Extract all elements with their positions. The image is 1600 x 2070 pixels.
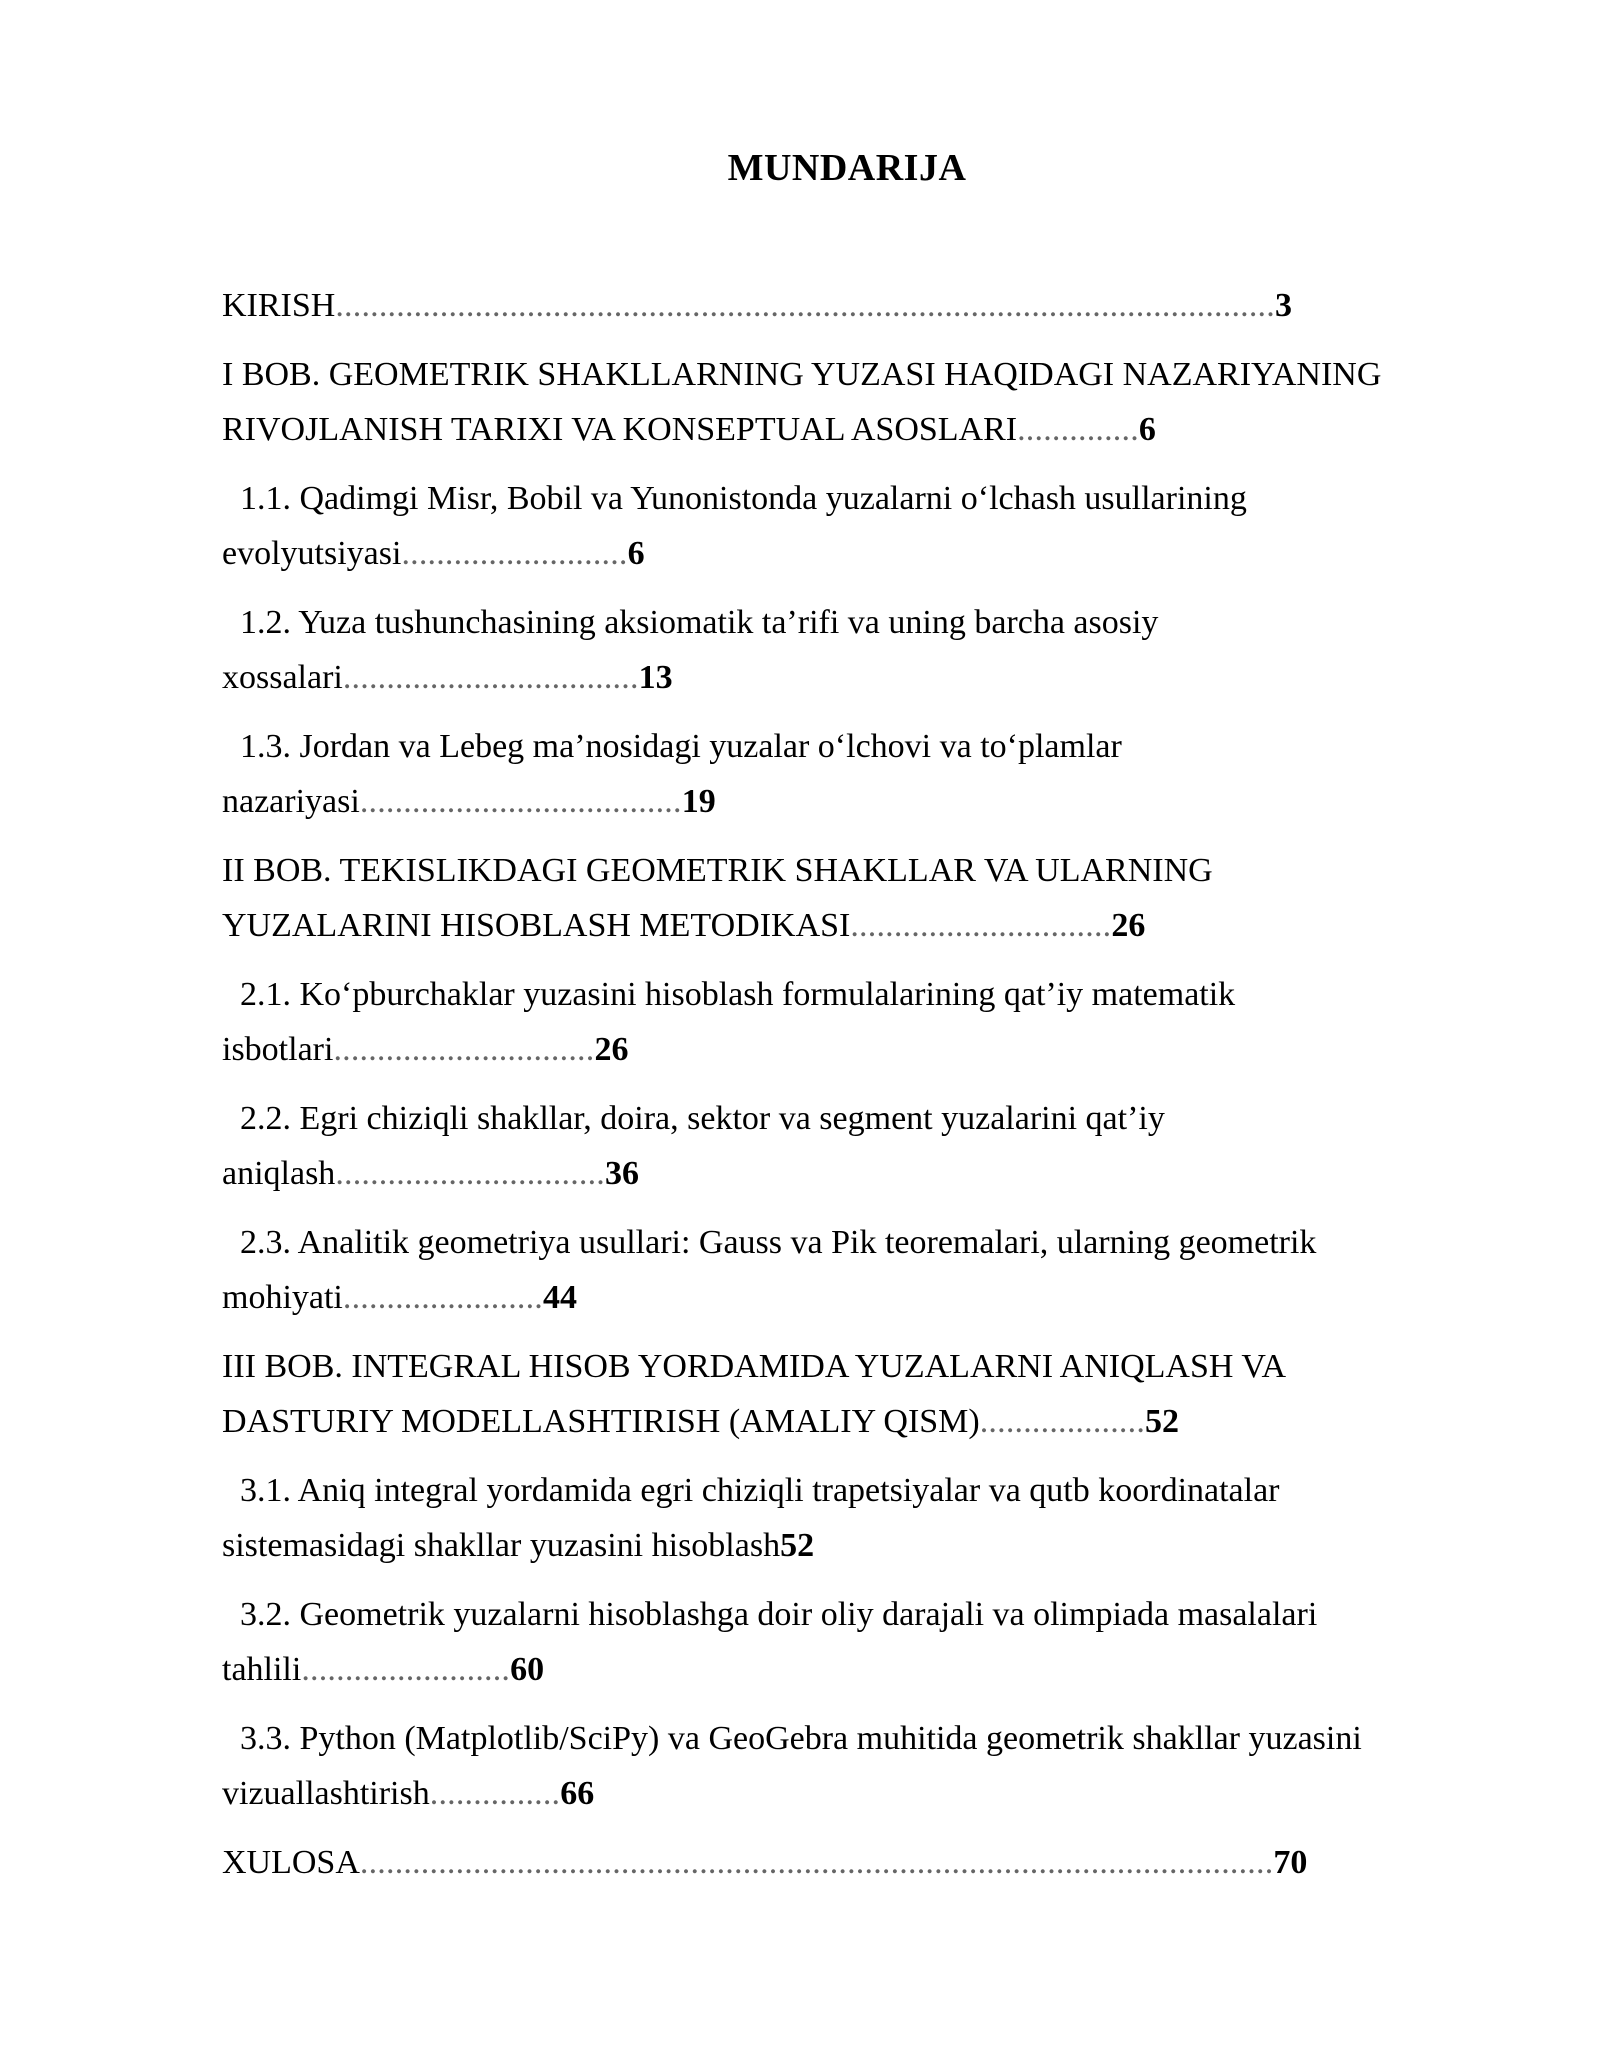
- toc-entry-label: evolyutsiyasi: [222, 535, 402, 572]
- toc-dot-leader: ............................................................................................................: [335, 287, 1275, 324]
- page-title: MUNDARIJA: [727, 147, 967, 189]
- toc-entry-label: 2.3. Analitik geometriya usullari: Gauss va Pik teoremalari, ularning geometrik: [240, 1224, 1317, 1261]
- toc-entry-label: RIVOJLANISH TARIXI VA KONSEPTUAL ASOSLARI: [222, 411, 1018, 448]
- toc-entry-text: [222, 1642, 1480, 1697]
- toc-entry-text: [222, 1835, 1480, 1890]
- toc-entry[interactable]: [222, 719, 1480, 829]
- toc-page-number: 52: [780, 1527, 815, 1564]
- toc-entry[interactable]: [222, 278, 1480, 333]
- toc-entry-label: mohiyati: [222, 1279, 343, 1316]
- toc-entry-text: [222, 1091, 1480, 1146]
- toc-entry-text: [222, 967, 1480, 1022]
- toc-entry-text: [222, 1711, 1480, 1766]
- toc-dot-leader: ..............: [1017, 411, 1139, 448]
- toc-page-number: 26: [594, 1031, 629, 1068]
- toc-entry-text: [222, 719, 1480, 774]
- toc-entry[interactable]: [222, 967, 1480, 1077]
- toc-entry-label: nazariyasi: [222, 783, 360, 820]
- toc-entry-text: [222, 1766, 1480, 1821]
- toc-page-number: 6: [1138, 411, 1156, 448]
- toc-entry[interactable]: [222, 843, 1480, 953]
- toc-entry-text: [222, 595, 1480, 650]
- toc-entry-text: [222, 1518, 1480, 1573]
- toc-dot-leader: ..................................: [342, 659, 639, 696]
- toc-page-number: 19: [681, 783, 716, 820]
- toc-entry[interactable]: [222, 1215, 1480, 1325]
- toc-entry[interactable]: [222, 595, 1480, 705]
- toc-dot-leader: ..........................: [401, 535, 628, 572]
- toc-entry-text: [222, 650, 1480, 705]
- toc-page-number: 52: [1145, 1403, 1180, 1440]
- toc-page-number: 60: [510, 1651, 545, 1688]
- toc-entry[interactable]: [222, 1711, 1480, 1821]
- toc-entry-label: 2.2. Egri chiziqli shakllar, doira, sektor va segment yuzalarini qat’iy: [240, 1100, 1165, 1137]
- toc-entry-label: KIRISH: [222, 287, 336, 324]
- toc-dot-leader: .........................................................................................................: [359, 1844, 1274, 1881]
- toc-dot-leader: ...............: [429, 1775, 561, 1812]
- toc-entry-label: 1.3. Jordan va Lebeg ma’nosidagi yuzalar o‘lchovi va to‘plamlar: [240, 728, 1122, 765]
- table-of-contents: [222, 278, 1480, 1904]
- toc-entry-text: [222, 347, 1480, 402]
- toc-entry-text: [222, 843, 1480, 898]
- toc-dot-leader: .......................: [342, 1279, 543, 1316]
- toc-entry-text: [222, 1270, 1480, 1325]
- toc-entry-label: III BOB. INTEGRAL HISOB YORDAMIDA YUZALARNI ANIQLASH VA: [222, 1348, 1287, 1385]
- toc-dot-leader: .....................................: [359, 783, 682, 820]
- toc-dot-leader: ...................: [979, 1403, 1146, 1440]
- toc-entry[interactable]: [222, 1339, 1480, 1449]
- toc-page-number: 70: [1273, 1844, 1308, 1881]
- toc-page-number: 13: [638, 659, 673, 696]
- toc-entry-text: [222, 1339, 1480, 1394]
- toc-entry[interactable]: [222, 347, 1480, 457]
- toc-entry-text: [222, 1394, 1480, 1449]
- toc-entry-text: [222, 774, 1480, 829]
- toc-dot-leader: ..............................: [850, 907, 1112, 944]
- toc-dot-leader: ........................: [301, 1651, 511, 1688]
- toc-page-number: 26: [1111, 907, 1146, 944]
- toc-entry-label: 3.2. Geometrik yuzalarni hisoblashga doir oliy darajali va olimpiada masalalari: [240, 1596, 1318, 1633]
- toc-entry-text: [222, 278, 1480, 333]
- toc-entry-text: [222, 1146, 1480, 1201]
- toc-entry[interactable]: [222, 471, 1480, 581]
- toc-entry-label: 2.1. Ko‘pburchaklar yuzasini hisoblash formulalarining qat’iy matematik: [240, 976, 1236, 1013]
- toc-entry-label: aniqlash: [222, 1155, 336, 1192]
- toc-entry[interactable]: [222, 1463, 1480, 1573]
- toc-entry-label: YUZALARINI HISOBLASH METODIKASI: [222, 907, 851, 944]
- toc-entry-text: [222, 1587, 1480, 1642]
- toc-entry-label: 1.1. Qadimgi Misr, Bobil va Yunonistonda yuzalarni o‘lchash usullarining: [240, 480, 1247, 517]
- toc-page-number: 6: [627, 535, 645, 572]
- toc-entry-text: [222, 526, 1480, 581]
- toc-entry[interactable]: [222, 1587, 1480, 1697]
- toc-entry-label: II BOB. TEKISLIKDAGI GEOMETRIK SHAKLLAR VA ULARNING: [222, 852, 1213, 889]
- toc-dot-leader: ...............................: [335, 1155, 606, 1192]
- toc-entry-label: 3.1. Aniq integral yordamida egri chiziqli trapetsiyalar va qutb koordinatalar: [240, 1472, 1280, 1509]
- toc-dot-leader: ..............................: [333, 1031, 595, 1068]
- toc-entry-label: I BOB. GEOMETRIK SHAKLLARNING YUZASI HAQIDAGI NAZARIYANING: [222, 356, 1382, 393]
- toc-entry-text: [222, 402, 1480, 457]
- toc-entry-label: 1.2. Yuza tushunchasining aksiomatik ta’rifi va uning barcha asosiy: [240, 604, 1159, 641]
- toc-entry-text: [222, 1463, 1480, 1518]
- toc-page-number: 3: [1274, 287, 1292, 324]
- toc-entry-label: XULOSA: [222, 1844, 360, 1881]
- toc-entry-label: 3.3. Python (Matplotlib/SciPy) va GeoGebra muhitida geometrik shakllar yuzasini: [240, 1720, 1362, 1757]
- toc-entry-label: tahlili: [222, 1651, 302, 1688]
- toc-entry-label: DASTURIY MODELLASHTIRISH (AMALIY QISM): [222, 1403, 980, 1440]
- toc-page-number: 66: [560, 1775, 595, 1812]
- toc-page-number: 44: [543, 1279, 577, 1316]
- toc-entry-text: [222, 1215, 1480, 1270]
- toc-entry-text: [222, 898, 1480, 953]
- toc-entry[interactable]: [222, 1835, 1480, 1890]
- toc-entry[interactable]: [222, 1091, 1480, 1201]
- toc-entry-label: isbotlari: [222, 1031, 334, 1068]
- toc-entry-text: [222, 1022, 1480, 1077]
- toc-entry-label: sistemasidagi shakllar yuzasini hisoblash: [222, 1527, 781, 1564]
- toc-entry-label: vizuallashtirish: [222, 1775, 430, 1812]
- toc-entry-text: [222, 471, 1480, 526]
- toc-page-number: 36: [605, 1155, 640, 1192]
- toc-entry-label: xossalari: [222, 659, 343, 696]
